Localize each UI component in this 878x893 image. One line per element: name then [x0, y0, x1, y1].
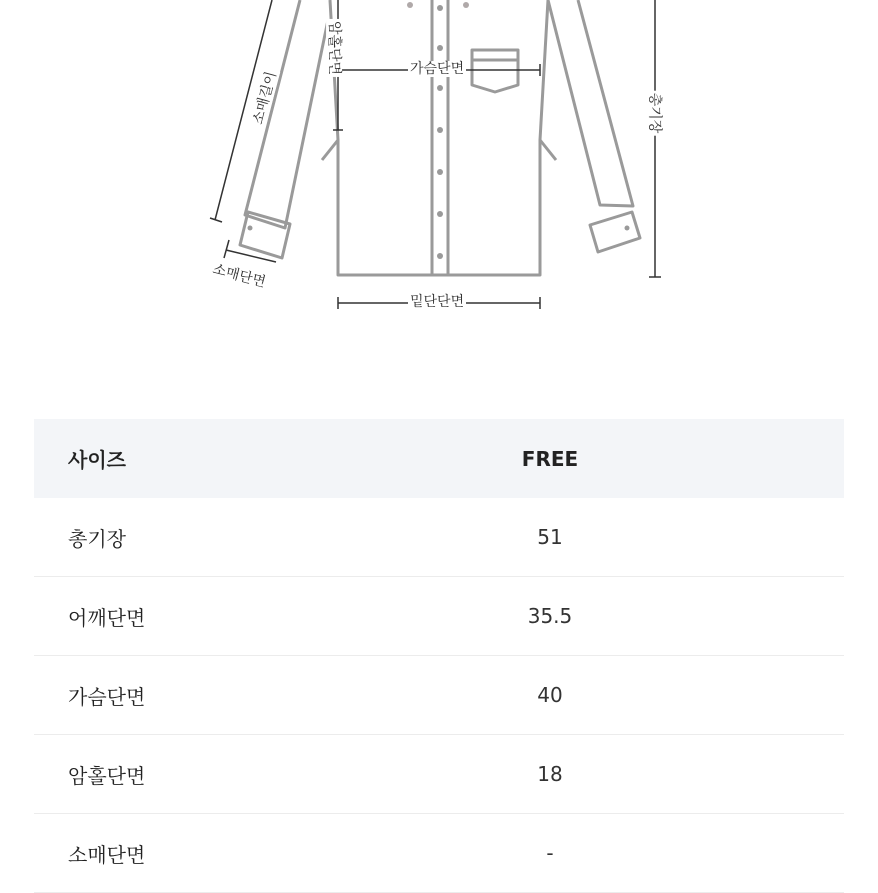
- header-value: FREE: [521, 446, 579, 471]
- row-label: 암홀단면: [68, 763, 146, 788]
- row-value: 51: [537, 525, 563, 549]
- row-value: -: [546, 841, 554, 865]
- row-value: 40: [537, 683, 563, 707]
- shirt-measurement-diagram: [0, 0, 878, 330]
- hem-label: 밑단단면: [410, 294, 465, 310]
- total-length-label: 총기장: [646, 92, 663, 134]
- row-label: 총기장: [68, 526, 126, 551]
- table-row: [34, 814, 844, 893]
- shirt-illustration: [0, 0, 878, 330]
- chest-label: 가슴단면: [410, 61, 465, 77]
- sleeve-length-label: 소매길이: [250, 69, 280, 127]
- table-row: [34, 577, 844, 656]
- row-label: 가슴단면: [68, 684, 146, 709]
- table-row: [34, 735, 844, 814]
- table-row: [34, 656, 844, 735]
- row-label: 소매단면: [68, 842, 146, 867]
- size-table: [34, 419, 844, 893]
- row-value: 35.5: [527, 604, 573, 628]
- row-label: 어깨단면: [68, 605, 146, 630]
- armhole-label: 암홀단면: [326, 20, 343, 76]
- cuff-label: 소매단면: [210, 261, 268, 291]
- row-value: 18: [537, 762, 563, 786]
- table-row: [34, 498, 844, 577]
- size-table-header: [34, 419, 844, 498]
- header-label: 사이즈: [68, 448, 126, 472]
